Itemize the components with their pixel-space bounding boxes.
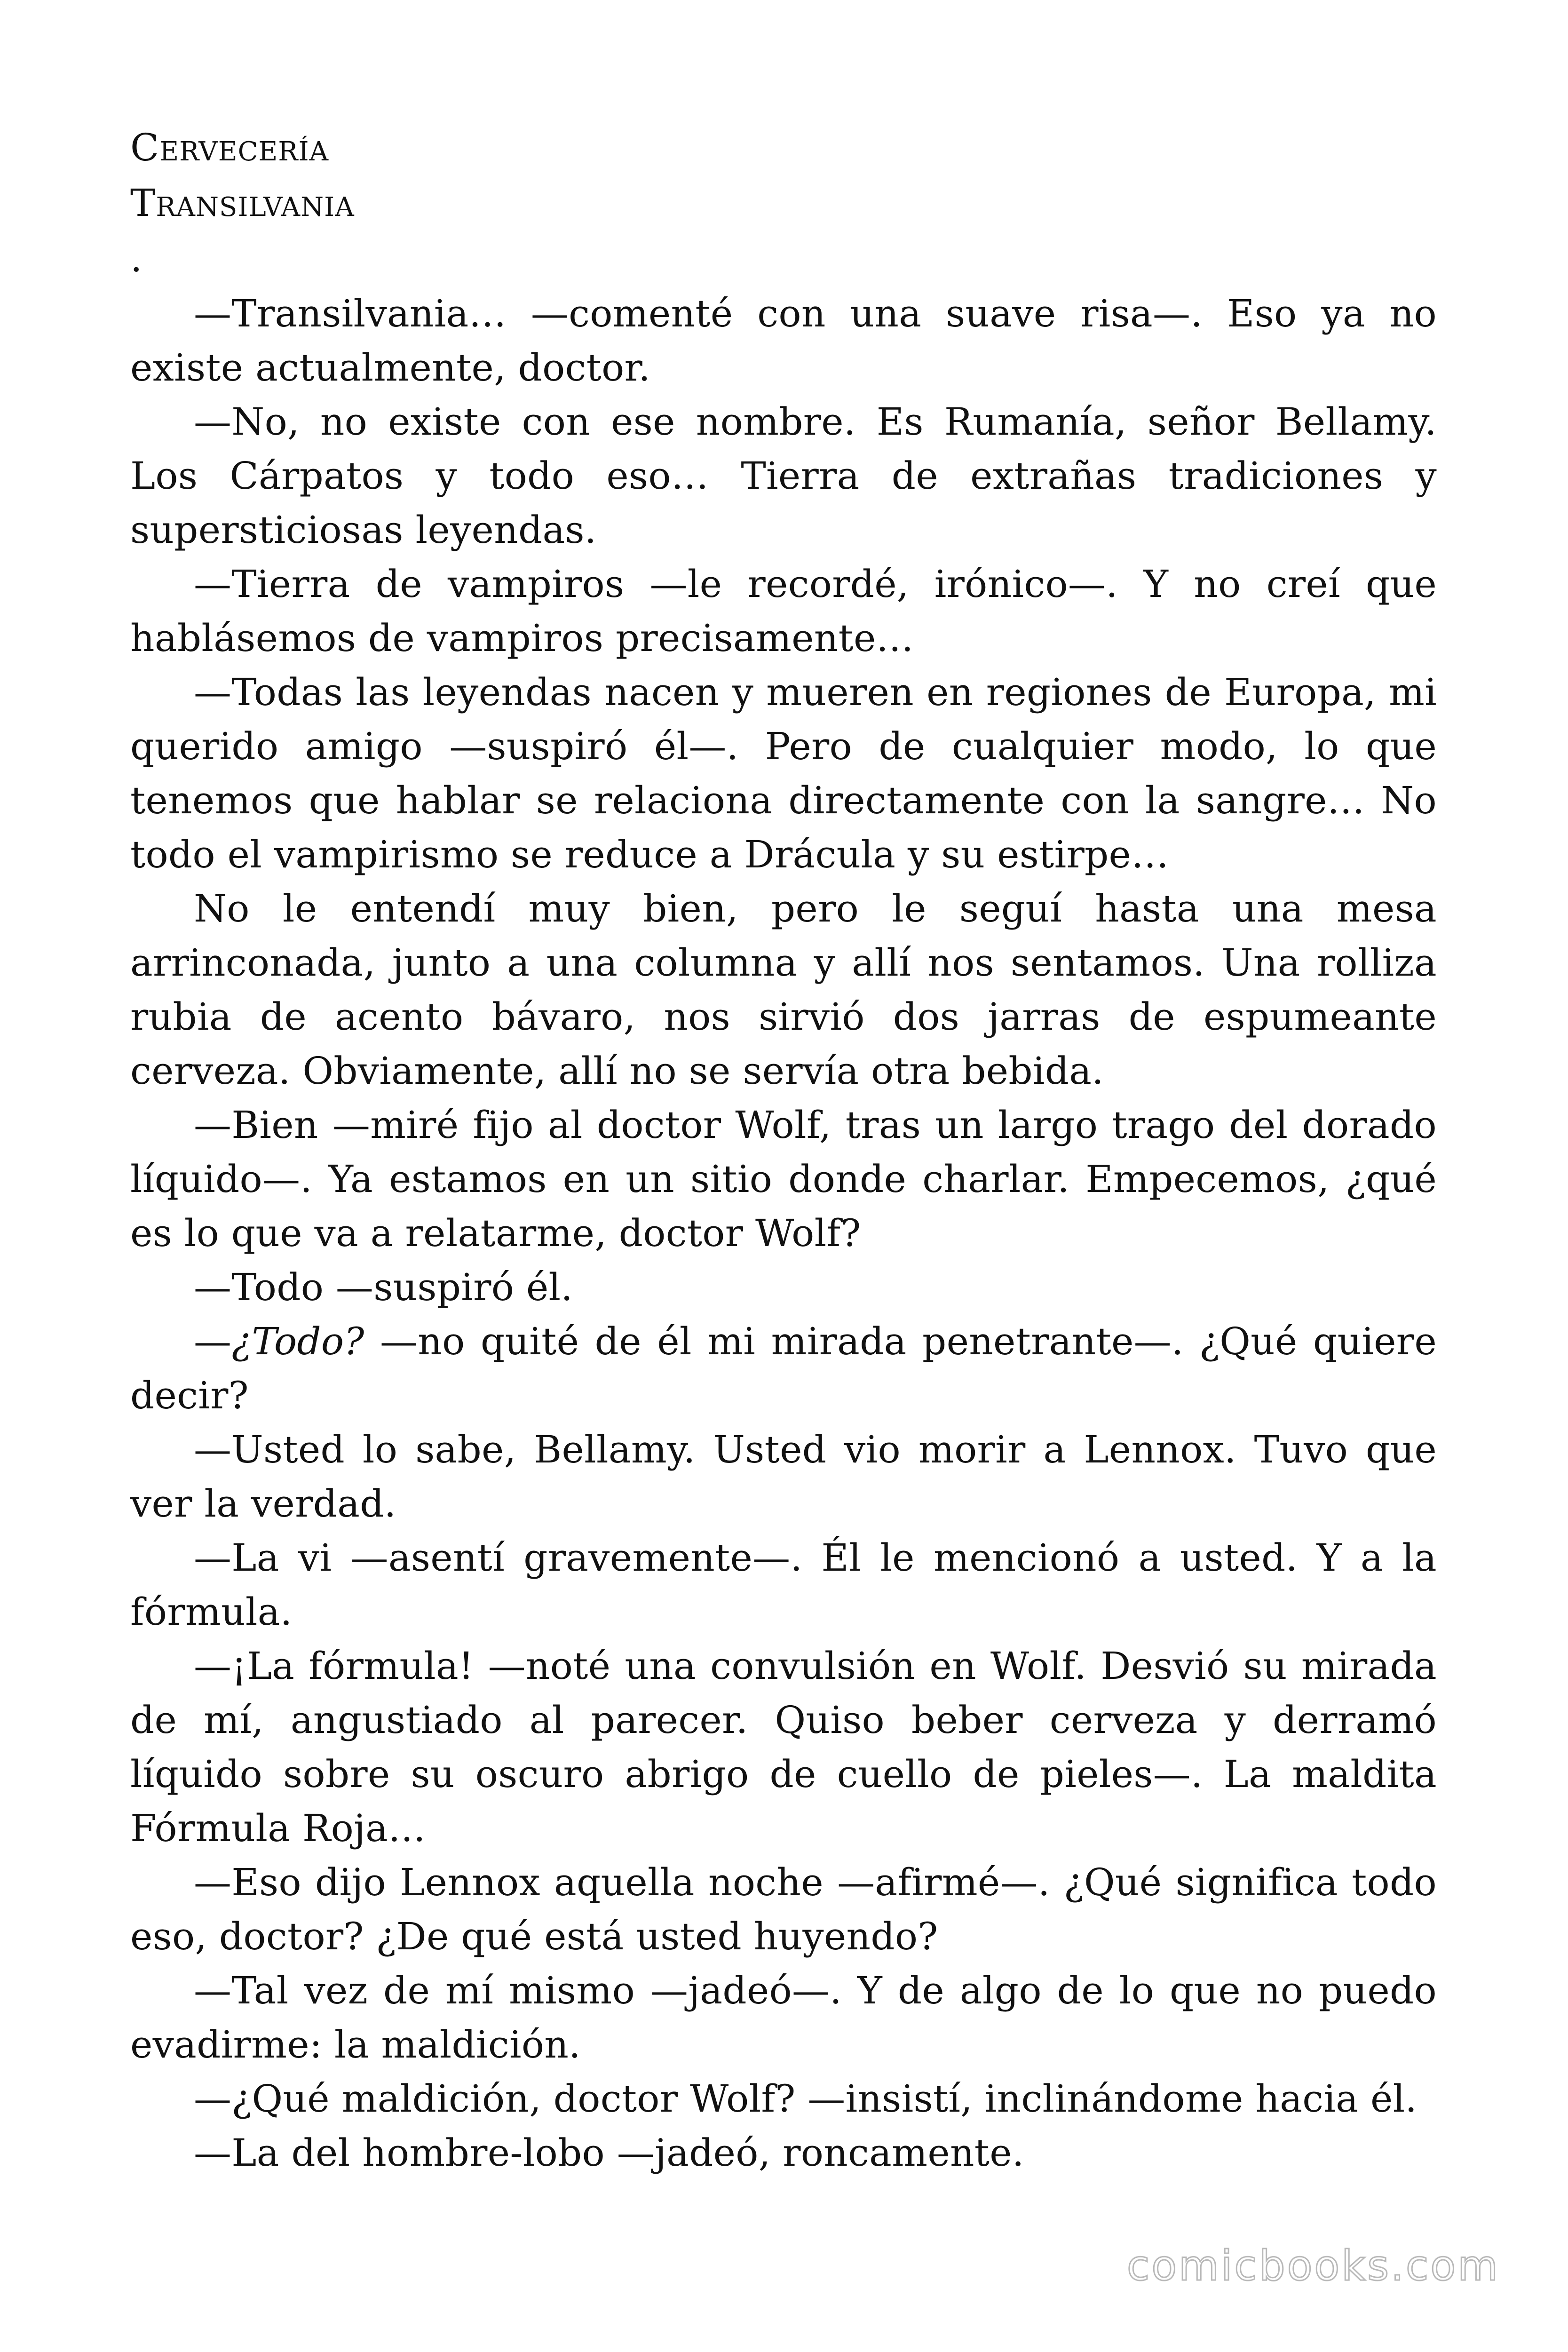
paragraph: [130, 2072, 1437, 2126]
paragraph-text: —Tal vez de mí mismo —jadeó—. Y de algo de lo que no puedo evadirme: la maldición.: [130, 1969, 1437, 2066]
paragraph-text: —Todo —suspiró él.: [194, 1265, 573, 1309]
paragraph-text: —La vi —asentí gravemente—. Él le mencionó a usted. Y a la fórmula.: [130, 1536, 1437, 1634]
paragraph-text: —Usted lo sabe, Bellamy. Usted vio morir a Lennox. Tuvo que ver la verdad.: [130, 1428, 1437, 1526]
paragraph-text: —Todas las leyendas nacen y mueren en regiones de Europa, mi querido amigo —suspiró él—. Pero de cualquier modo, lo que tenemos que hablar se relaciona directamente con la sangre… No todo el vampirismo se reduce a Drácula y su estirpe…: [130, 670, 1437, 876]
page-text: [130, 120, 1437, 2180]
chapter-heading-line-2: Transilvania: [130, 181, 355, 225]
paragraph: [130, 1098, 1437, 1260]
paragraph: [130, 1855, 1437, 1963]
paragraph-text: —¡La fórmula! —noté una convulsión en Wolf. Desvió su mirada de mí, angustiado al parecer. Quiso beber cerveza y derramó líquido sobre su oscuro abrigo de cuello de pieles—. La maldita Fórmula Roja…: [130, 1644, 1437, 1850]
chapter-heading-line-1: Cervecería: [130, 126, 329, 169]
paragraph: [130, 1639, 1437, 1855]
paragraph-text: —Eso dijo Lennox aquella noche —afirmé—. ¿Qué significa todo eso, doctor? ¿De qué está usted huyendo?: [130, 1860, 1437, 1958]
paragraph: [130, 1531, 1437, 1639]
paragraph: [130, 395, 1437, 557]
paragraph-text: —: [194, 1319, 232, 1363]
paragraph: [130, 665, 1437, 882]
paragraph-text: —Tierra de vampiros —le recordé, irónico—. Y no creí que hablásemos de vampiros precisamente…: [130, 562, 1437, 660]
paragraph-text-continued: —no quité de él mi mirada penetrante—. ¿Qué quiere decir?: [130, 1319, 1437, 1417]
paragraph: [130, 557, 1437, 665]
paragraph-text: —¿Qué maldición, doctor Wolf? —insistí, inclinándome hacia él.: [194, 2077, 1418, 2121]
paragraph: [130, 286, 1437, 395]
paragraph-text: —Bien —miré fijo al doctor Wolf, tras un largo trago del dorado líquido—. Ya estamos en un sitio donde charlar. Empecemos, ¿qué es lo que va a relatarme, doctor Wolf?: [130, 1103, 1437, 1255]
paragraph: [130, 2126, 1437, 2180]
paragraph: [130, 1963, 1437, 2072]
paragraph-text: No le entendí muy bien, pero le seguí hasta una mesa arrinconada, junto a una columna y allí nos sentamos. Una rolliza rubia de acento bávaro, nos sirvió dos jarras de espumeante cerveza. Obviamente, allí no se servía otra bebida.: [130, 887, 1437, 1093]
paragraph-text: —No, no existe con ese nombre. Es Rumanía, señor Bellamy. Los Cárpatos y todo eso… Tierra de extrañas tradiciones y supersticiosas leyendas.: [130, 400, 1437, 552]
italic-emphasis: ¿Todo?: [231, 1319, 364, 1363]
heading-dot: .: [130, 237, 143, 280]
paragraph: [130, 882, 1437, 1098]
paragraph: [130, 1422, 1437, 1531]
paragraph: [130, 1260, 1437, 1314]
paragraph-text: —La del hombre-lobo —jadeó, roncamente.: [194, 2131, 1024, 2175]
paragraph-text: —Transilvania… —comenté con una suave risa—. Eso ya no existe actualmente, doctor.: [130, 292, 1437, 389]
paragraph: [130, 1314, 1437, 1422]
watermark: comicbooks.com: [1126, 2241, 1500, 2290]
